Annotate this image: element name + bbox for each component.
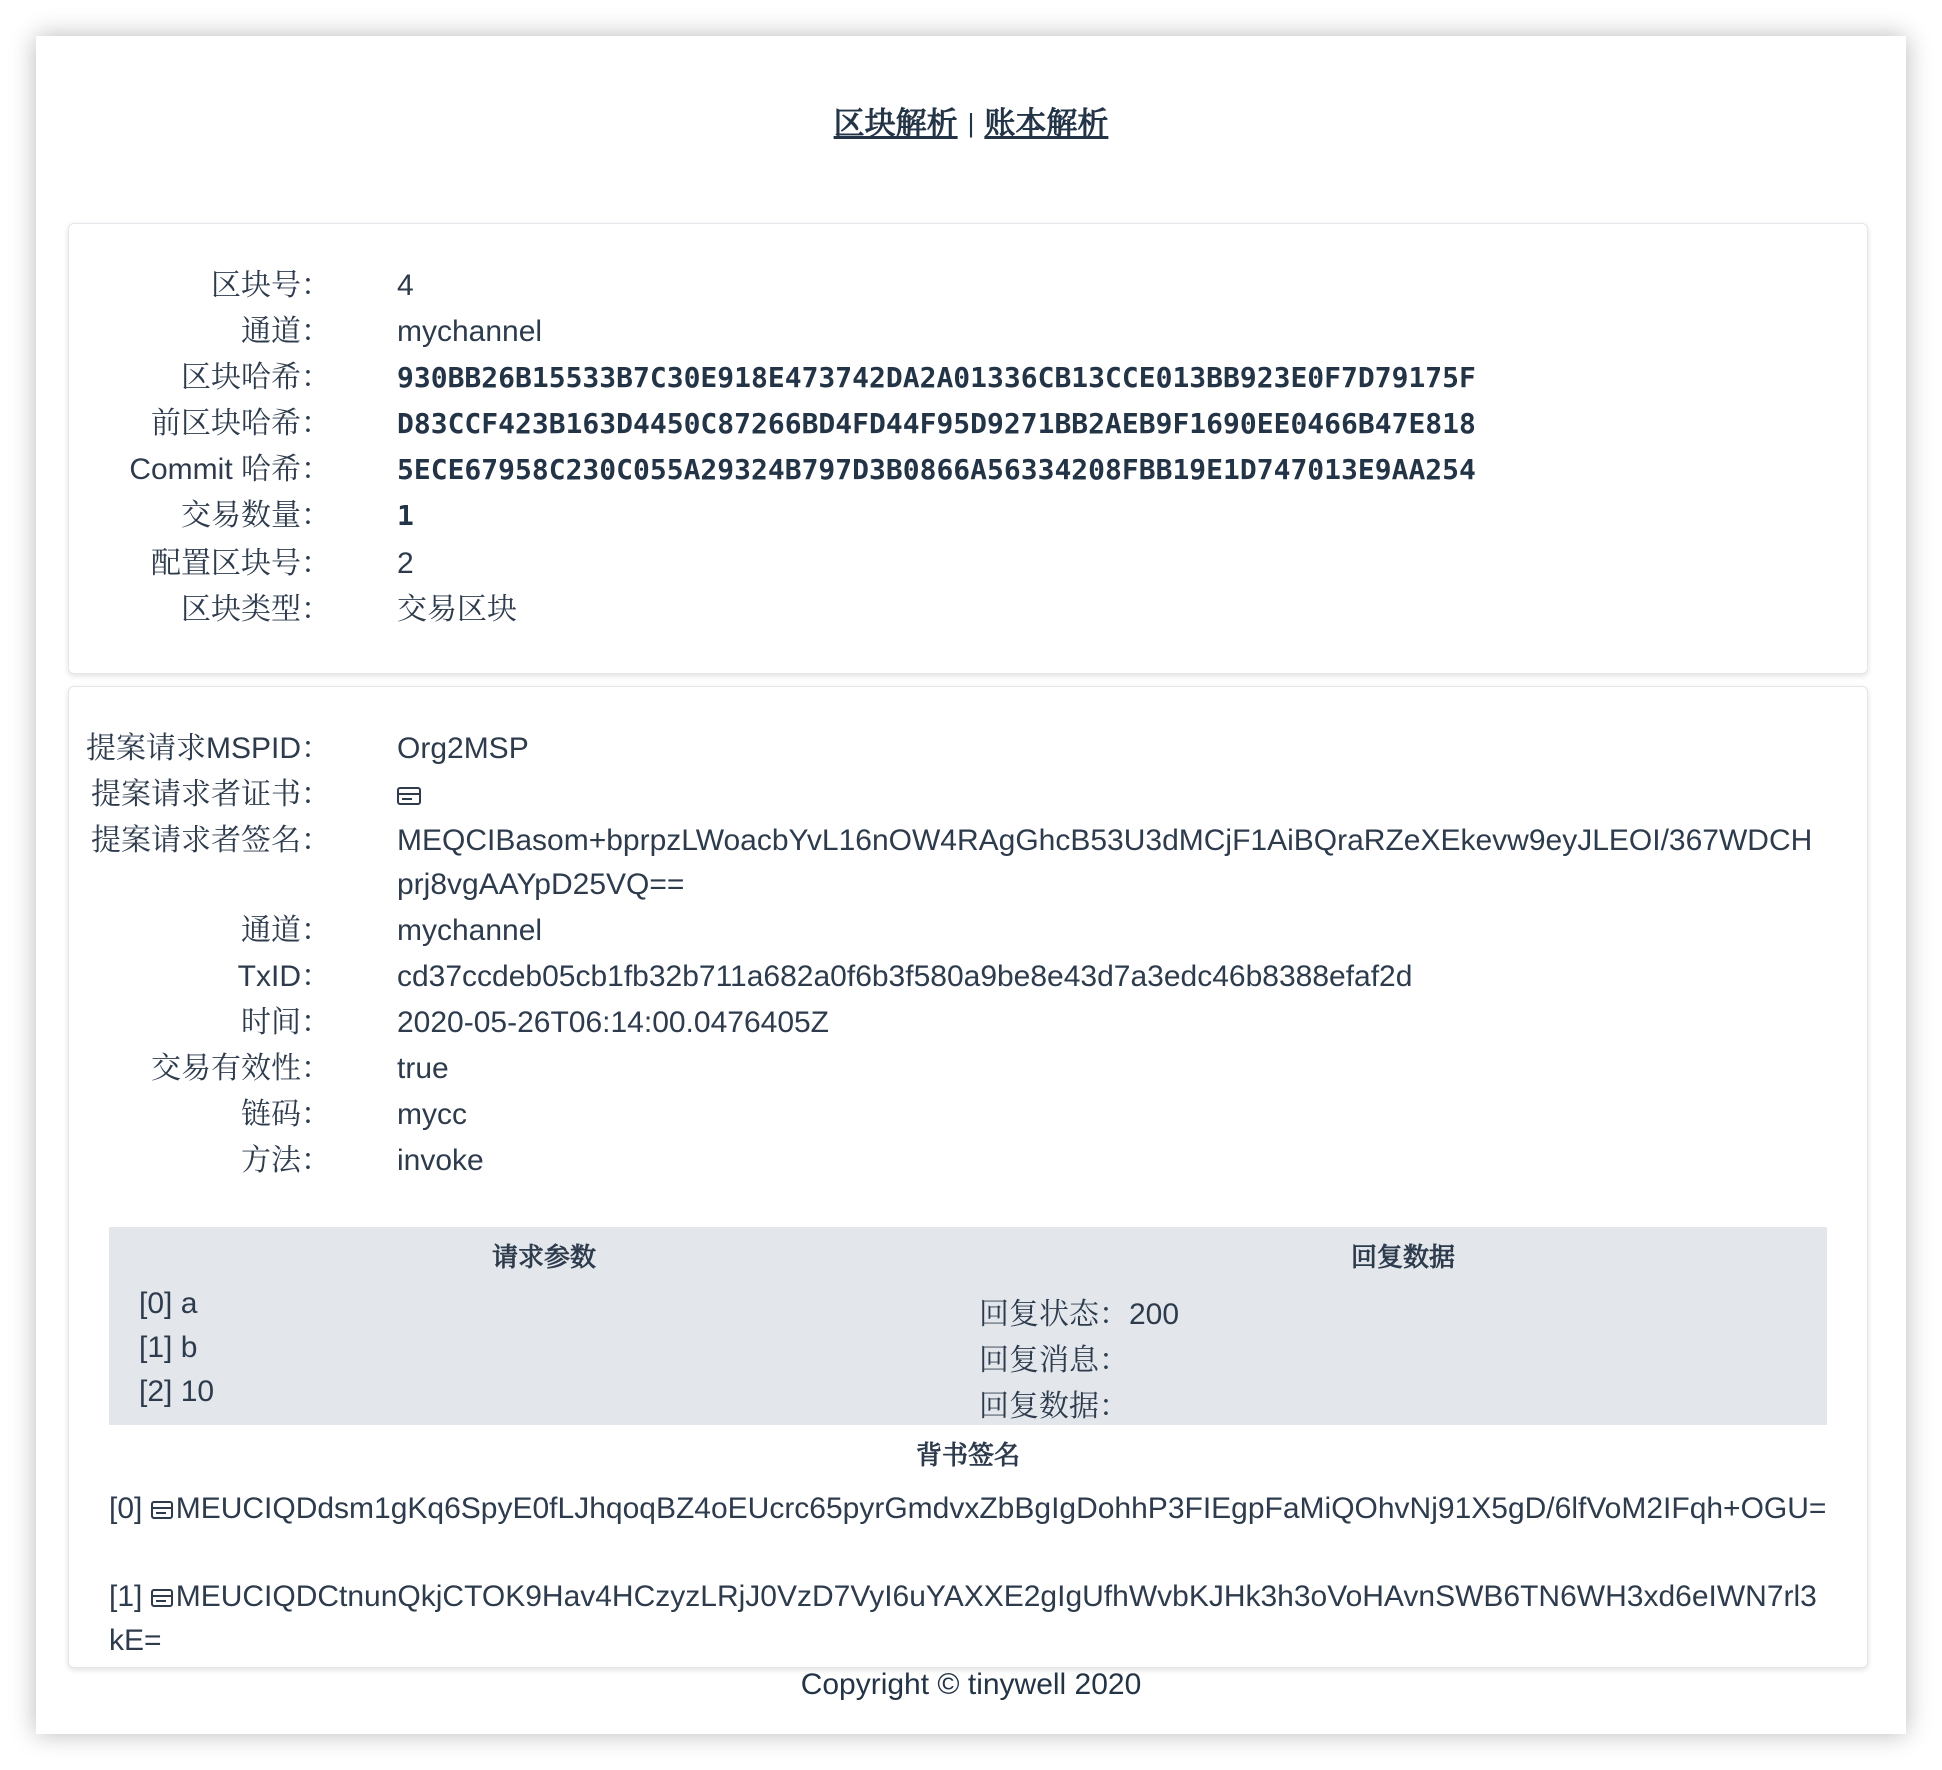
response-message-label: 回复消息： xyxy=(979,1344,1129,1377)
field-label: 提案请求MSPID： xyxy=(85,732,331,765)
nav-link-block-parse[interactable]: 区块解析 xyxy=(833,106,958,141)
response-payload-label: 回复数据： xyxy=(979,1390,1129,1423)
endorsement-item xyxy=(109,1575,1827,1663)
field-label: 通道： xyxy=(241,914,331,947)
tx-count-value: 1 xyxy=(397,499,414,532)
commit-hash-value: 5ECE67958C230C055A29324B797D3B0866A56334208FBB19E1D747013E9AA254 xyxy=(397,453,1476,486)
endorsement-signature: MEUCIQDCtnunQkjCTOK9Hav4HCzyzLRjJ0VzD7VyI6uYAXXE2gIgUfhWvbKJHk3h3oVoHAvnSWB6TN6WH3xd6eIWN7rl3kE= xyxy=(109,1580,1817,1657)
txid-value: cd37ccdeb05cb1fb32b711a682a0f6b3f580a9be8e43d7a3edc46b8388efaf2d xyxy=(397,960,1413,993)
top-nav xyxy=(36,98,1906,143)
certificate-icon[interactable] xyxy=(397,787,421,805)
response-status-value: 200 xyxy=(1129,1298,1180,1331)
nav-separator: | xyxy=(967,108,975,138)
request-arg: [0] a xyxy=(139,1287,198,1320)
field-label: 交易有效性： xyxy=(151,1052,331,1085)
timestamp-value: 2020-05-26T06:14:00.0476405Z xyxy=(397,1006,830,1039)
field-label: 配置区块号： xyxy=(151,547,331,580)
block-hash-value: 930BB26B15533B7C30E918E473742DA2A01336CB13CCE013BB923E0F7D79175F xyxy=(397,361,1476,394)
request-arg: [2] 10 xyxy=(139,1375,215,1408)
field-label: 时间： xyxy=(241,1006,331,1039)
response-status-label: 回复状态： xyxy=(979,1298,1129,1331)
field-label: 方法： xyxy=(241,1144,331,1177)
certificate-icon[interactable] xyxy=(151,1589,173,1607)
method-value: invoke xyxy=(397,1144,484,1177)
field-label: TxID： xyxy=(237,960,331,993)
field-label: 区块类型： xyxy=(181,593,331,626)
endorsement-index: [1] xyxy=(109,1580,143,1613)
field-label: 提案请求者证书： xyxy=(91,778,331,811)
endorsement-heading: 背书签名 xyxy=(915,1440,1020,1470)
field-label: 区块哈希： xyxy=(181,361,331,394)
creator-cert-value xyxy=(397,773,421,817)
field-label: 提案请求者签名： xyxy=(91,824,331,857)
response-data-heading: 回复数据 xyxy=(1350,1242,1455,1272)
chaincode-value: mycc xyxy=(397,1098,467,1131)
block-info-card xyxy=(68,223,1868,674)
response-payload xyxy=(979,1381,1129,1425)
app-window xyxy=(36,36,1906,1734)
tx-validity-value: true xyxy=(397,1052,449,1085)
field-label: Commit 哈希： xyxy=(129,453,331,486)
certificate-icon[interactable] xyxy=(151,1501,173,1519)
channel-value: mychannel xyxy=(397,315,543,348)
params-panel xyxy=(109,1227,1827,1425)
field-label: 链码： xyxy=(241,1098,331,1131)
creator-signature-value: MEQCIBasom+bprpzLWoacbYvL16nOW4RAgGhcB53U3dMCjF1AiBQraRZeXEkevw9eyJLEOI/367WDCHprj8vgAAYpD25VQ== xyxy=(397,824,1813,901)
block-number-value: 4 xyxy=(397,269,414,302)
prev-block-hash-value: D83CCF423B163D4450C87266BD4FD44F95D9271BB2AEB9F1690EE0466B47E818 xyxy=(397,407,1476,440)
endorsement-item xyxy=(109,1487,1827,1531)
config-block-number-value: 2 xyxy=(397,547,414,580)
footer-copyright: Copyright © tinywell 2020 xyxy=(800,1668,1142,1701)
tx-channel-value: mychannel xyxy=(397,914,543,947)
field-label: 交易数量： xyxy=(181,499,331,532)
endorsement-signature: MEUCIQDdsm1gKq6SpyE0fLJhqoqBZ4oEUcrc65pyrGmdvxZbBgIgDohhP3FIEgpFaMiQOhvNj91X5gD/6lfVoM2IFqh+OGU= xyxy=(175,1492,1827,1525)
request-arg: [1] b xyxy=(139,1331,198,1364)
block-type-value: 交易区块 xyxy=(397,593,517,626)
nav-link-ledger-parse[interactable]: 账本解析 xyxy=(984,106,1109,141)
transaction-card xyxy=(68,686,1868,1668)
endorsement-index: [0] xyxy=(109,1492,143,1525)
field-label: 通道： xyxy=(241,315,331,348)
field-label: 区块号： xyxy=(211,269,331,302)
request-params-heading: 请求参数 xyxy=(491,1242,596,1272)
response-status xyxy=(979,1289,1179,1333)
response-message xyxy=(979,1335,1129,1379)
mspid-value: Org2MSP xyxy=(397,732,529,765)
field-label: 前区块哈希： xyxy=(151,407,331,440)
